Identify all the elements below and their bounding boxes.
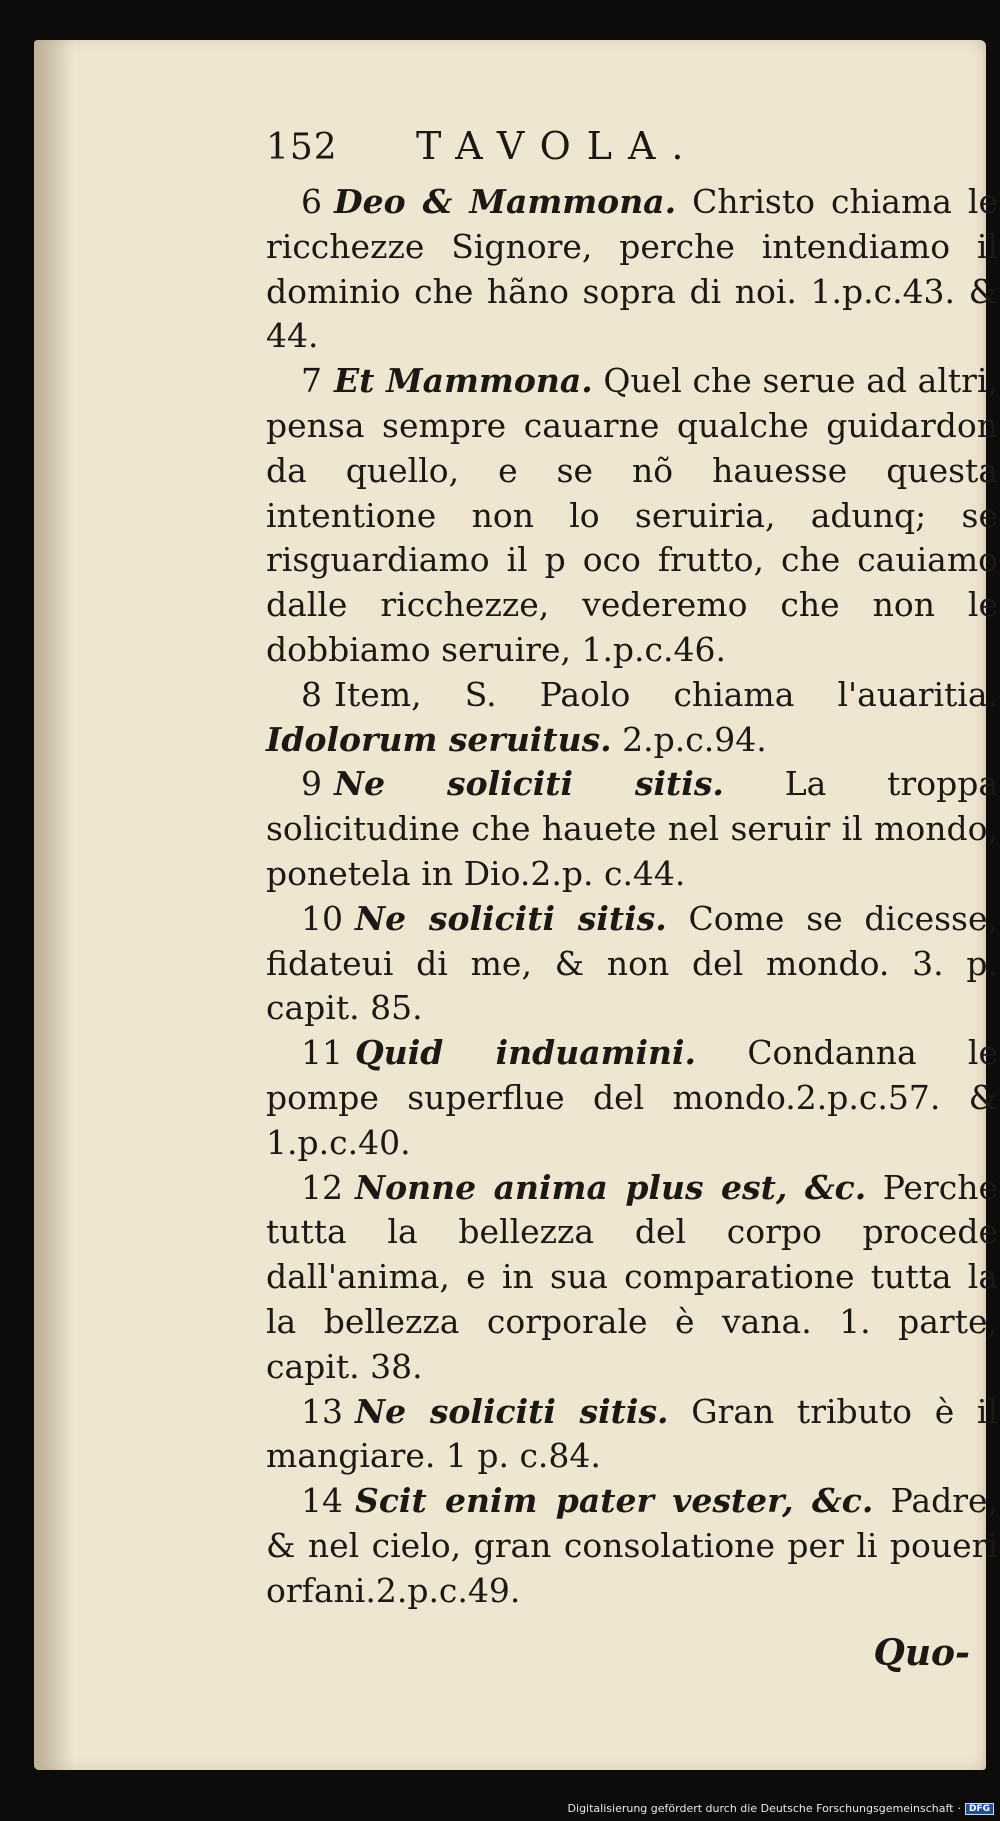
entry-lemma: Quid induamini. [355,1033,697,1073]
page-text [266,124,998,1674]
entry-lemma: Nonne anima plus est, &c. [355,1167,867,1207]
entry-number: 8 [301,674,322,714]
entry-text: Quel che serue ad altri, pensa sempre cauarne qualche guidardon da quello, e se nõ hauesse questa intentione non lo seruiria, adunq; se risguardiamo il p oco frutto, che cauiamo dalle ricchezze, vederemo che non le dobbiamo seruire, 1.p.c.46. [266,361,998,669]
index-entry [266,359,998,673]
entry-number: 7 [301,361,322,401]
entry-number: 12 [301,1167,343,1207]
entry-lemma: Ne soliciti sitis. [355,898,667,938]
page-number: 152 [266,127,338,168]
entry-text: 2.p.c.94. [611,719,767,759]
catchword: Quo- [873,1631,970,1674]
entry-text: Come se dicesse, fidateui di me, & non del mondo. 3. p. capit. 85. [266,898,999,1028]
index-entry [266,180,998,359]
entry-lemma: Idolorum seruitus. [266,719,612,759]
page-gutter [34,40,74,1770]
running-head [266,124,998,180]
entry-text: Perche tutta la bellezza del corpo procede dall'anima, e in sua comparatione tutta la la bellezza corporale è vana. 1. parte, capit. 38. [266,1167,999,1386]
entry-number: 11 [301,1033,343,1073]
entry-text: Condanna le pompe superflue del mondo.2.p.c.57. & 1.p.c.40. [266,1033,998,1162]
entry-lemma: Ne soliciti sitis. [355,1391,669,1431]
entry-text: Padre, & nel cielo, gran consolatione per li poueri orfani.2.p.c.49. [266,1481,998,1610]
entry-number: 10 [301,898,343,938]
credit-text: Digitalisierung gefördert durch die Deutsche Forschungsgemeinschaft [567,1802,954,1815]
entry-lemma: Et Mammona. [334,361,593,401]
entry-lemma: Scit enim pater vester, &c. [355,1481,874,1521]
entry-number: 14 [301,1481,343,1521]
entry-text: Gran tributo è il mangiare. 1 p. c.84. [266,1391,998,1476]
entry-lemma: Ne soliciti sitis. [334,764,724,804]
entry-text: Christo chiama le ricchezze Signore, perche intendiamo il dominio che hãno sopra di noi. 1.p.c.43. & 44. [266,182,998,356]
entry-number: 13 [301,1391,343,1431]
digitization-credit: Digitalisierung gefördert durch die Deutsche Forschungsgemeinschaft · DFG [568,1802,994,1815]
index-entry [266,762,998,896]
entry-text: La troppa solicitudine che hauete nel seruir il mondo, ponetela in Dio.2.p. c.44. [266,764,998,893]
dfg-logo: DFG [965,1803,994,1815]
entry-number: 6 [301,182,322,221]
index-entry [266,1031,998,1165]
book-page [34,40,999,1770]
index-entry [266,1166,998,1390]
index-entry [266,897,998,1031]
index-entry [266,673,998,763]
index-entry [266,1479,998,1613]
entry-lemma: Deo & Mammona. [334,182,677,221]
index-entry [266,1390,998,1480]
page-title: TAVOLA. [416,124,700,168]
entry-text: Item, S. Paolo chiama l'auaritia. [334,674,998,714]
entry-number: 9 [301,764,322,804]
